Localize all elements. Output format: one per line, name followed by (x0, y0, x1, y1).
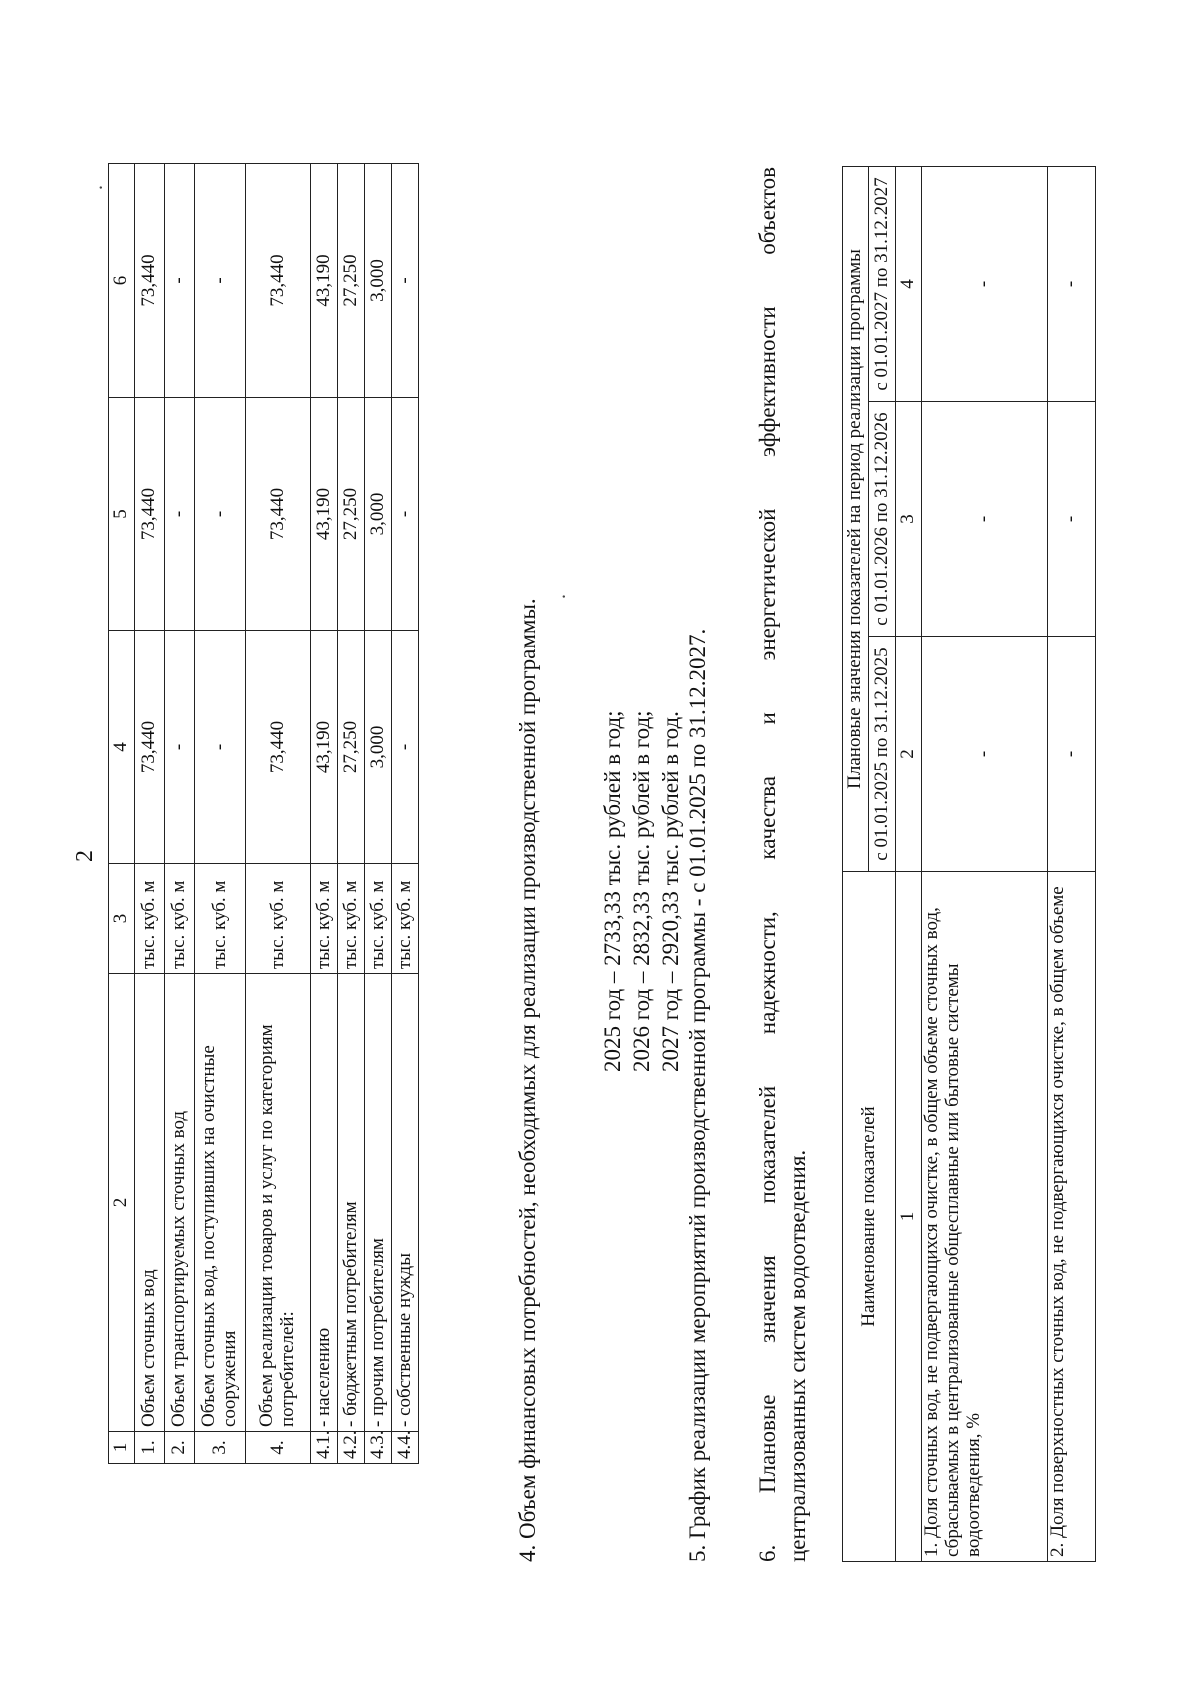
row-number: 4.2. (338, 1432, 365, 1464)
row-name: - бюджетным потребителям (338, 974, 365, 1432)
indicator-value-2025: - (1048, 637, 1096, 872)
year-line-2026: 2026 год – 2832,33 тыс. рублей в год; (629, 710, 654, 1072)
period-header-2027: с 01.01.2027 по 31.12.2027 (869, 166, 896, 401)
indicator-value-2025: - (922, 637, 1048, 872)
row-unit: тыс. куб. м (338, 864, 365, 974)
table-header-cell: 5 (109, 398, 135, 631)
year-line-2025: 2025 год – 2733,33 тыс. рублей в год; (600, 710, 625, 1072)
row-value-2026: 3,000 (365, 398, 392, 631)
row-value-2025: 43,190 (311, 631, 338, 864)
table-row (311, 164, 338, 1464)
row-value-2025: - (392, 631, 419, 864)
section-6-heading (753, 167, 813, 1562)
row-number: 1. (135, 1432, 165, 1464)
production-volume-table (108, 163, 419, 1464)
indicator-value-2027: - (922, 166, 1048, 401)
row-number: 4.4. (392, 1432, 419, 1464)
row-value-2027: - (165, 164, 195, 398)
row-number: 4. (246, 1432, 311, 1464)
row-value-2025: 73,440 (246, 631, 311, 864)
table-row (392, 164, 419, 1464)
row-value-2026: 73,440 (135, 398, 165, 631)
planned-indicators-table (842, 166, 1096, 1562)
indicator-value-2026: - (922, 402, 1048, 637)
table-header-row (109, 164, 135, 1464)
indicator-value-2026: - (1048, 402, 1096, 637)
row-unit: тыс. куб. м (135, 864, 165, 974)
table-row (365, 164, 392, 1464)
table-header-cell: 1 (109, 1432, 135, 1464)
row-name: - собственные нужды (392, 974, 419, 1432)
table-row (246, 164, 311, 1464)
row-number: 3. (195, 1432, 246, 1464)
indicator-name: 1. Доля сточных вод, не подвергающихся очистке, в общем объеме сточных вод, сбрасываемых в централизованные общесплавные или бытовые системы водоотведения, % (922, 872, 1048, 1562)
row-value-2027: 73,440 (135, 164, 165, 398)
row-value-2025: 3,000 (365, 631, 392, 864)
row-unit: тыс. куб. м (165, 864, 195, 974)
section-4-year-list (598, 710, 685, 1072)
table-header-cell: 2 (109, 974, 135, 1432)
table-row (135, 164, 165, 1464)
row-name: Объем транспортируемых сточных вод (165, 974, 195, 1432)
section-6-line-1: 6. Плановые значения показателей надежности, качества и энергетической эффективности объектов (755, 167, 780, 1562)
row-value-2025: 73,440 (135, 631, 165, 864)
page-number: 2 (72, 850, 98, 862)
row-unit: тыс. куб. м (311, 864, 338, 974)
row-value-2026: 73,440 (246, 398, 311, 631)
row-name: Объем сточных вод, поступивших на очистные сооружения (195, 974, 246, 1432)
column-number-row (896, 166, 922, 1561)
column-number: 2 (896, 637, 922, 872)
indicator-value-2027: - (1048, 166, 1096, 401)
row-value-2025: - (195, 631, 246, 864)
row-number: 2. (165, 1432, 195, 1464)
period-header-2025: с 01.01.2025 по 31.12.2025 (869, 637, 896, 872)
row-value-2026: 27,250 (338, 398, 365, 631)
table-row (922, 166, 1048, 1561)
table-header-cell: 6 (109, 164, 135, 398)
row-number: 4.1. (311, 1432, 338, 1464)
table-header-cell: 3 (109, 864, 135, 974)
section-5-heading: 5. График реализации мероприятий производственной программы - с 01.01.2025 по 31.12.2027. (685, 628, 710, 1562)
table-row (195, 164, 246, 1464)
row-name: Объем сточных вод (135, 974, 165, 1432)
section-4-heading: 4. Объем финансовых потребностей, необходимых для реализации производственной программы. (515, 598, 540, 1562)
row-unit: тыс. куб. м (246, 864, 311, 974)
year-line-2027: 2027 год – 2920,33 тыс. рублей в год. (658, 711, 683, 1072)
row-name: - населению (311, 974, 338, 1432)
row-value-2026: - (195, 398, 246, 631)
row-name: - прочим потребителям (365, 974, 392, 1432)
column-number: 1 (896, 872, 922, 1562)
row-value-2027: 27,250 (338, 164, 365, 398)
row-name: Объем реализации товаров и услуг по категориям потребителей: (246, 974, 311, 1432)
planned-values-group-header: Плановые значения показателей на период реализации программы (843, 166, 869, 871)
row-unit: тыс. куб. м (195, 864, 246, 974)
row-value-2026: - (392, 398, 419, 631)
row-value-2027: 3,000 (365, 164, 392, 398)
row-value-2027: 43,190 (311, 164, 338, 398)
row-value-2025: - (165, 631, 195, 864)
row-value-2026: - (165, 398, 195, 631)
row-unit: тыс. куб. м (365, 864, 392, 974)
column-number: 4 (896, 166, 922, 401)
row-value-2027: - (392, 164, 419, 398)
scan-speck: . (85, 185, 107, 190)
scan-speck: . (548, 594, 570, 599)
period-header-2026: с 01.01.2026 по 31.12.2026 (869, 402, 896, 637)
table-header-cell: 4 (109, 631, 135, 864)
table-row (338, 164, 365, 1464)
row-value-2027: - (195, 164, 246, 398)
row-unit: тыс. куб. м (392, 864, 419, 974)
column-number: 3 (896, 402, 922, 637)
indicator-name-header: Наименование показателей (843, 872, 896, 1562)
row-value-2027: 73,440 (246, 164, 311, 398)
table-row (1048, 166, 1096, 1561)
row-value-2026: 43,190 (311, 398, 338, 631)
row-number: 4.3. (365, 1432, 392, 1464)
table-row (165, 164, 195, 1464)
table-header-row (843, 166, 869, 1561)
indicator-name: 2. Доля поверхностных сточных вод, не подвергающихся очистке, в общем объеме (1048, 872, 1096, 1562)
section-6-line-2: централизованных систем водоотведения. (785, 1149, 810, 1562)
row-value-2025: 27,250 (338, 631, 365, 864)
